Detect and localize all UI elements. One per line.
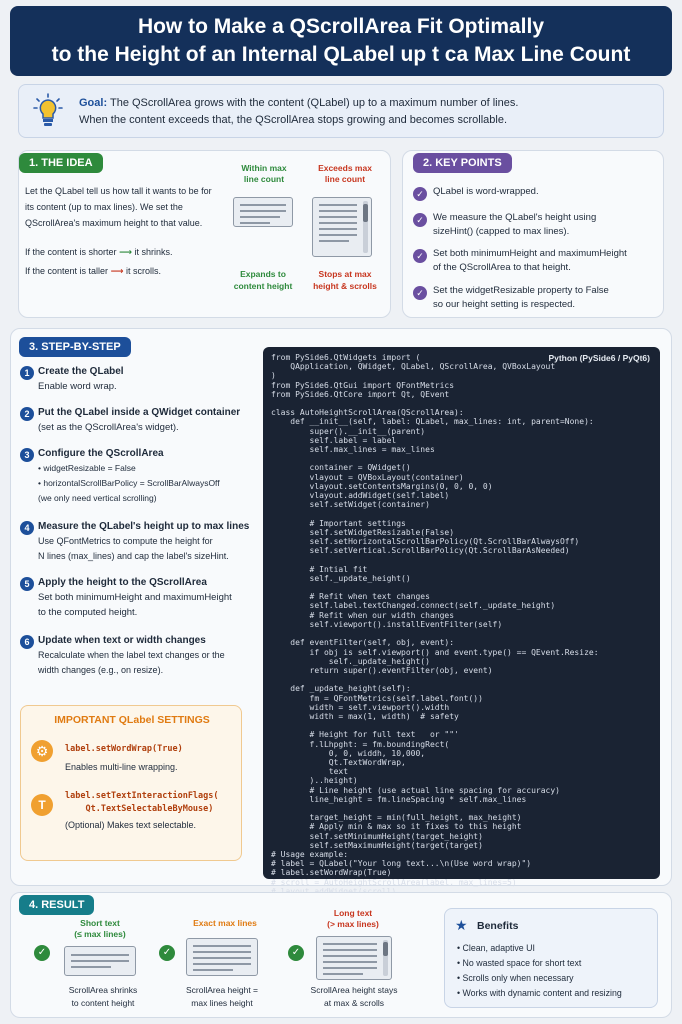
benefit-item: • Clean, adaptive UI xyxy=(457,943,535,953)
benefit-item: • Scrolls only when necessary xyxy=(457,973,574,983)
expands-label: Expands to content height xyxy=(233,269,293,291)
header-title-line2: to the Height of an Internal QLabel up t ca Max Line Count xyxy=(51,43,631,66)
check-icon: ✓ xyxy=(413,187,427,201)
idea-line: QScrollArea's maximum height to that value. xyxy=(25,218,203,228)
goal-line1: The QScrollArea grows with the content (QLabel) up to a maximum number of lines. xyxy=(107,97,519,109)
result-title: 4. RESULT xyxy=(19,895,94,915)
code-language-label: Python (PySide6 / PyQt6) xyxy=(548,353,650,363)
result-caption: ScrollArea height = max lines height xyxy=(185,985,259,1008)
lightbulb-icon xyxy=(33,93,63,129)
gear-icon: ⚙ xyxy=(31,740,53,762)
text-t-icon: T xyxy=(31,794,53,816)
settings-box xyxy=(20,705,242,861)
idea-description xyxy=(25,185,230,229)
stops-label: Stops at max height & scrolls xyxy=(313,269,377,291)
scrollbar-thumb xyxy=(383,942,388,956)
idea-title: 1. THE IDEA xyxy=(19,153,103,173)
key-point: ✓ Set both minimumHeight and maximumHeight of the QScrollArea to that height. xyxy=(413,247,653,275)
key-point: ✓ We measure the QLabel's height using sizeHint() (capped to max lines). xyxy=(413,211,653,239)
code-panel xyxy=(263,347,660,887)
key-points-title: 2. KEY POINTS xyxy=(413,153,512,173)
benefits-list xyxy=(457,941,622,1001)
setting-code: label.setWordWrap(True) xyxy=(65,744,183,754)
benefit-item: • No wasted space for short text xyxy=(457,958,582,968)
page-header xyxy=(10,6,672,76)
scrollarea-exact-illustration xyxy=(186,938,258,976)
scrollarea-expanding-illustration xyxy=(233,197,293,227)
check-icon: ✓ xyxy=(413,286,427,300)
check-icon: ✓ xyxy=(159,945,175,961)
goal-label: Goal: xyxy=(79,97,108,109)
idea-card xyxy=(18,150,391,318)
benefit-item: • Works with dynamic content and resizing xyxy=(457,988,622,998)
result-heading: Short text (≤ max lines) xyxy=(74,918,126,939)
result-heading: Exact max lines xyxy=(193,918,257,928)
scrollarea-scrolling-illustration xyxy=(312,197,372,257)
within-label: Within max line count xyxy=(241,163,287,184)
scrollarea-long-illustration xyxy=(316,936,392,980)
benefits-title: Benefits xyxy=(477,920,519,932)
goal-line2: When the content exceeds that, the QScrollArea stops growing and becomes scrollable. xyxy=(79,114,508,126)
steps-title: 3. STEP-BY-STEP xyxy=(19,337,131,357)
check-icon: ✓ xyxy=(34,945,50,961)
result-caption: ScrollArea height stays at max & scrolls xyxy=(310,985,398,1008)
check-icon: ✓ xyxy=(413,213,427,227)
key-points-card xyxy=(402,150,664,318)
key-point: ✓ Set the widgetResizable property to False so our height setting is respected. xyxy=(413,284,653,312)
taller-rule: If the content is taller ⟶ it scrolls. xyxy=(25,266,161,276)
shorter-rule: If the content is shorter ⟶ it shrinks. xyxy=(25,247,173,257)
check-icon: ✓ xyxy=(413,249,427,263)
benefits-box xyxy=(444,908,658,1008)
arrow-right-icon: ⟶ xyxy=(110,266,124,276)
scrollbar-thumb xyxy=(363,204,368,222)
result-heading: Long text (> max lines) xyxy=(327,908,379,929)
setting-description: Enables multi-line wrapping. xyxy=(65,762,178,772)
idea-line: its content (up to max lines). We set the xyxy=(25,202,183,212)
header-title-line1: How to Make a QScrollArea Fit Optimally xyxy=(137,15,545,38)
scrollarea-short-illustration xyxy=(64,946,136,976)
result-caption: ScrollArea shrinks to content height xyxy=(68,985,138,1008)
code-block: from PySide6.QtWidgets import ( QApplication, QWidget, QLabel, QScrollArea, QVBoxLayout ) from PySide6.QtGui import QFontMetrics from PySide6.QtCore import Qt, QEvent class AutoHeightScrollArea(QScrollArea): def __init__(self, label: QLabel, max_lines: int, parent=None): super().__init__(parent) self.label = label self.max_lines = max_lines container = QWidget() vlayout = QVBoxLayout(container) vlayout.setContentsMargins(0, 0, 0, 0) vlayout.addWidget(self.label) self.setWidget(container) # Important settings self.setWidgetResizable(False) self.setHorizontalScrollBarPolicy(Qt.ScrollBarAlwaysOff) self.setVertical.ScrollBarPolicy(Qt.ScrollBarAsNeeded) # Intial fit self._update_height() # Refit when text changes self.label.textChanged.connect(self._update_height) # Refit when our width changes self.viewport().installEventFilter(self) def eventFilter(self, obj, event): if obj is self.viewport() and event.type() == QEvent.Resize: self._update_height() return super().eventFilter(obj, event) def _update_height(self): fm = QFontMetrics(self.label.font()) width = self.viewport().width width = max(1, width) # safety # Height for full text or ""' f.lLhpght: = fm.boundingRect( 0, 0, widdh, 10,000, Qt.TextWordWrap, text )..height) # Line height (use actual line spacing for accuracy) line_height = fm.lineSpacing * self.max_lines target_height = min(full_height, max_height) # Apply min & max so it fixes to this height self.setMinimumHeight(target_height) self.setMaximumHeight(target(target) # Usage example: # label = QLabel("Your long text...\n(Use word wrap)") # label.setWordWrap(True) # scroll = AutoHeightScrollArea(label, max_lines=5) xyxy=(271,353,599,887)
idea-line: Let the QLabel tell us how tall it wants to be for xyxy=(25,186,212,196)
check-icon: ✓ xyxy=(288,945,304,961)
star-icon: ★ xyxy=(455,917,468,933)
exceeds-label: Exceeds max line count xyxy=(318,163,372,184)
key-point: ✓ QLabel is word-wrapped. xyxy=(413,185,653,199)
setting-code: label.setTextInteractionFlags( Qt.TextSelectableByMouse) xyxy=(65,791,219,814)
arrow-right-icon: ⟶ xyxy=(119,247,132,257)
goal-banner xyxy=(18,84,664,138)
settings-title: IMPORTANT QLabel SETTINGS xyxy=(54,714,210,726)
setting-description: (Optional) Makes text selectable. xyxy=(65,820,197,830)
